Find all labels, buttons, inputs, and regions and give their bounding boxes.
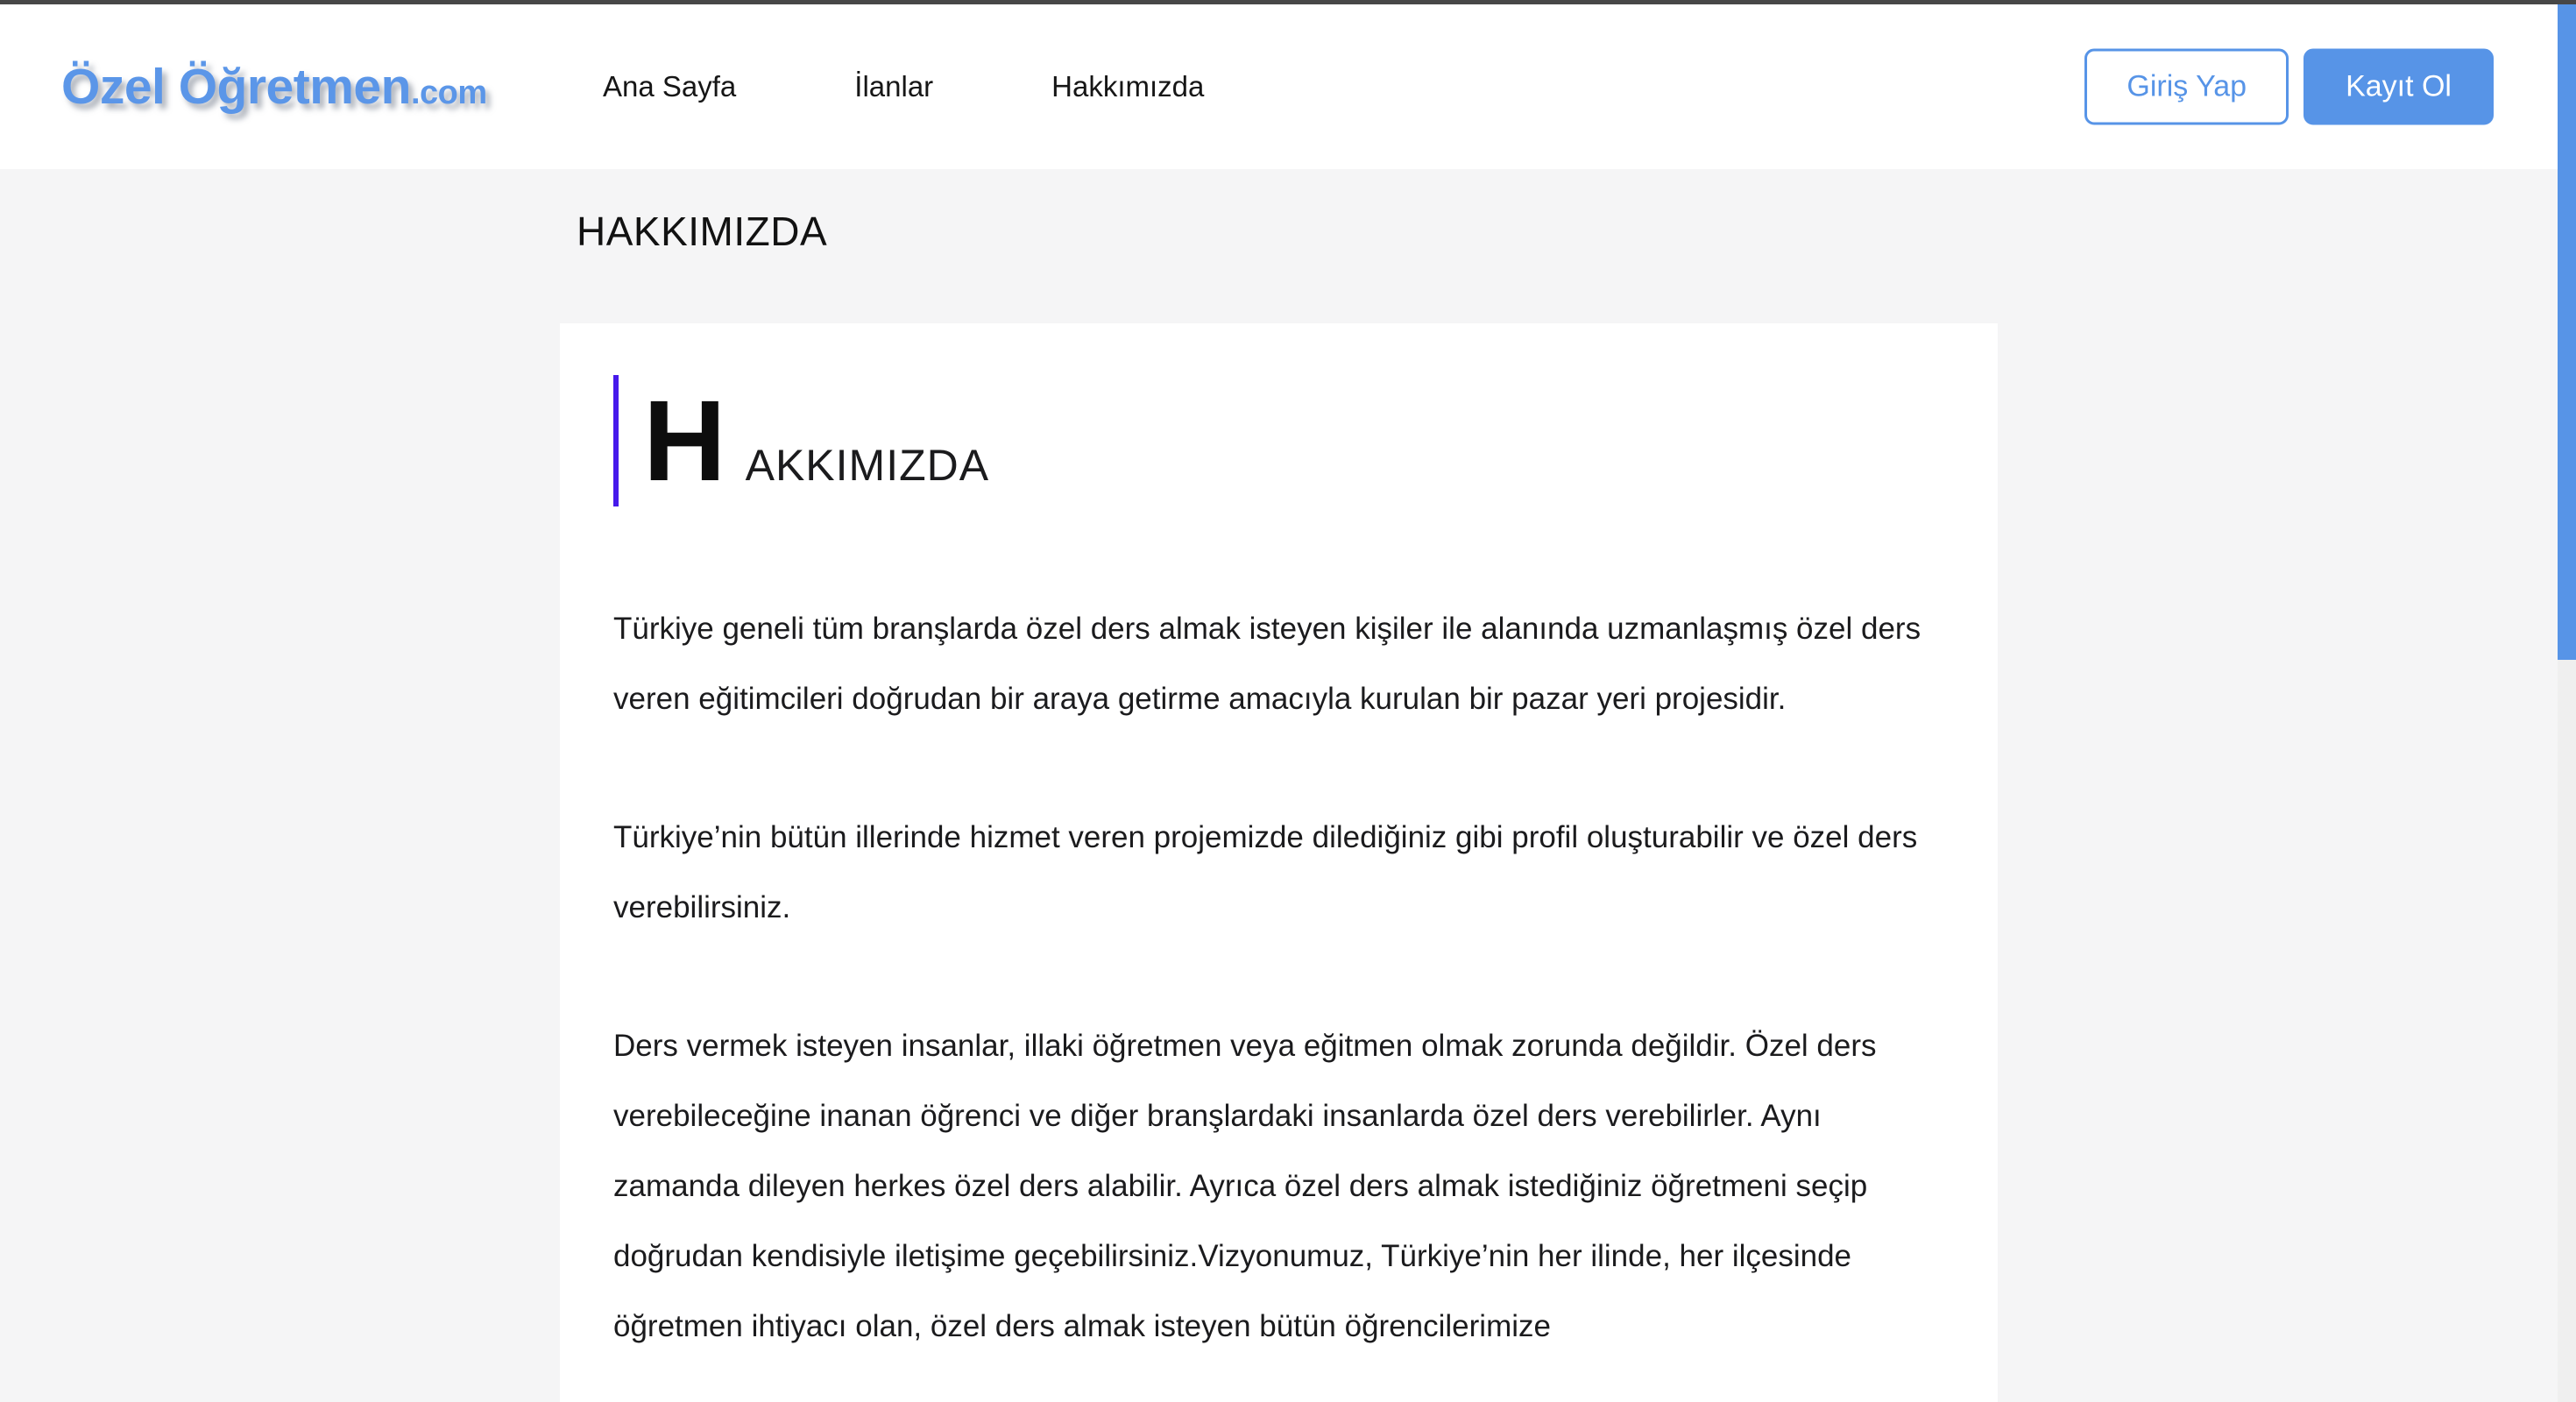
scrollbar-track[interactable]: [2558, 0, 2576, 1402]
nav-item-ilanlar[interactable]: İlanlar: [854, 70, 934, 103]
register-button[interactable]: Kayıt Ol: [2304, 49, 2494, 125]
about-paragraph-2: Türkiye’nin bütün illerinde hizmet veren projemizde dilediğiniz gibi profil oluşturabilir ve özel ders verebilirsiniz.: [613, 820, 1918, 924]
header-actions: [2084, 49, 2494, 125]
about-card: [560, 323, 1998, 1402]
site-header: [0, 4, 2576, 169]
logo-text: Özel Öğretmen: [61, 59, 411, 115]
scrollbar-thumb[interactable]: [2558, 4, 2576, 660]
heading-text: [643, 375, 989, 506]
about-text: [613, 594, 1945, 1362]
nav-item-hakkimizda[interactable]: Hakkımızda: [1051, 70, 1205, 103]
accent-bar: [613, 375, 619, 506]
page-content: [0, 169, 2576, 1402]
card-heading: [613, 375, 1945, 506]
heading-rest: AKKIMIZDA: [745, 441, 990, 490]
main-nav: [603, 4, 1204, 169]
site-logo[interactable]: [61, 58, 487, 116]
logo-suffix: .com: [410, 74, 487, 111]
heading-drop-cap: H: [643, 376, 726, 505]
window-top-strip: [0, 0, 2576, 4]
page-title: HAKKIMIZDA: [577, 209, 828, 254]
about-paragraph-3: Ders vermek isteyen insanlar, illaki öğretmen veya eğitmen olmak zorunda değildir. Özel ders verebileceğine inanan öğrenci ve diğer branşlardaki insanlarda özel ders verebilirler. Aynı zamanda dileyen herkes özel ders alabilir. Ayrıca özel ders almak istediğiniz öğretmeni seçip doğrudan kendisiyle iletişime geçebilirsiniz.Vizyonumuz, Türkiye’nin her ilinde, her ilçesinde öğretmen ihtiyacı olan, özel ders almak isteyen bütün öğrencilerimize: [613, 1029, 1877, 1343]
about-paragraph-1: Türkiye geneli tüm branşlarda özel ders almak isteyen kişiler ile alanında uzmanlaşmış özel ders veren eğitimcileri doğrudan bir araya getirme amacıyla kurulan bir pazar yeri projesidir.: [613, 612, 1921, 716]
login-button[interactable]: Giriş Yap: [2084, 49, 2289, 125]
nav-item-ana-sayfa[interactable]: Ana Sayfa: [603, 70, 737, 103]
